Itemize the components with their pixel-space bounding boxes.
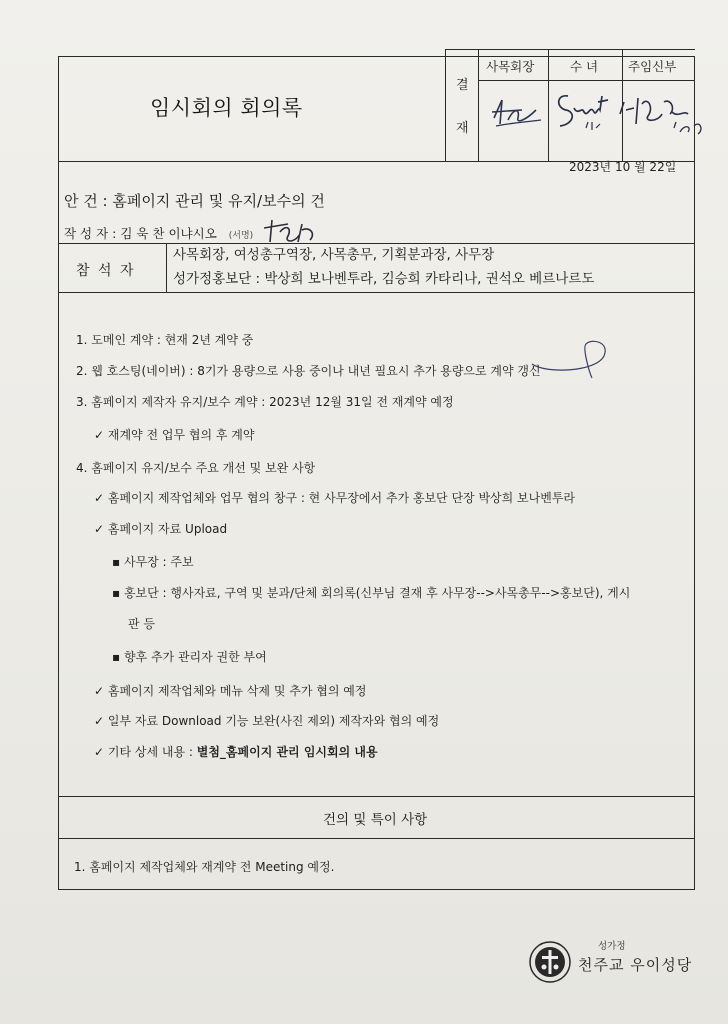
attendees-line-2: 성가정홍보단 : 박상희 보나벤투라, 김승희 카타리나, 권석오 베르나르도 <box>173 271 595 287</box>
item-download-feature: ✓ 일부 자료 Download 기능 보완(사진 제외) 제작자와 협의 예정 <box>94 714 440 728</box>
writer-sign-note: (서명) <box>228 231 254 241</box>
item-recontract-note: ✓ 재계약 전 업무 협의 후 계약 <box>94 428 255 442</box>
item-menu-changes: ✓ 홈페이지 제작업체와 메뉴 삭제 및 추가 협의 예정 <box>94 684 367 698</box>
signature-sister <box>550 84 622 140</box>
item-contact-window: ✓ 홈페이지 제작업체와 업무 협의 창구 : 현 사무장에서 추가 홍보단 단장 박상희 보나벤투라 <box>94 491 576 505</box>
attendees-label: 참 석 자 <box>76 263 136 279</box>
approval-header-pastoral-chair: 사목회장 <box>486 59 535 74</box>
item-domain-contract: 1. 도메인 계약 : 현재 2년 계약 중 <box>76 333 254 347</box>
item-details-attachment: 별첨_홈페이지 관리 임시회의 내용 <box>196 745 378 759</box>
writer-line <box>64 224 253 242</box>
meeting-date: 2023년 10 월 22일 <box>569 160 677 174</box>
agenda-line: 안 건 : 홈페이지 관리 및 유지/보수의 건 <box>64 192 325 210</box>
remarks-note: 1. 홈페이지 제작업체와 재계약 전 Meeting 예정. <box>74 860 335 874</box>
item-admin-rights: ▪ 향후 추가 관리자 권한 부여 <box>112 650 267 664</box>
item-details <box>94 743 378 760</box>
approval-label-top: 결 <box>456 78 469 93</box>
circle-annotation <box>526 334 612 382</box>
document-title: 임시회의 회의록 <box>150 96 303 120</box>
footer-parish-name: 천주교 우이성당 <box>578 956 693 974</box>
attendees-line-1: 사목회장, 여성총구역장, 사목총무, 기획분과장, 사무장 <box>173 247 495 263</box>
item-details-prefix: ✓ 기타 상세 내용 : <box>94 745 197 759</box>
item-upload-pr-line1: ▪ 홍보단 : 행사자료, 구역 및 분과/단체 회의록(신부님 결재 후 사무장-->사목총무-->홍보단), 게시 <box>112 586 631 600</box>
approval-header-sister: 수 녀 <box>570 59 599 74</box>
item-upload-pr-line2: 판 등 <box>128 617 155 631</box>
approval-label-bottom: 재 <box>456 121 469 136</box>
item-web-hosting: 2. 웹 호스팅(네이버) : 8기가 용량으로 사용 중이나 내년 필요시 추가 용량으로 계약 갱신 <box>76 364 541 378</box>
item-maintenance-contract: 3. 홈페이지 제작자 유지/보수 계약 : 2023년 12월 31일 전 재계약 예정 <box>76 395 454 409</box>
remarks-title: 건의 및 특이 사항 <box>323 812 428 828</box>
parish-seal-icon <box>528 940 572 984</box>
footer-caption: 성가정 <box>598 941 626 952</box>
writer-name: 작 성 자 : 김 욱 찬 이냐시오 <box>64 226 217 241</box>
approval-header-pastor: 주임신부 <box>628 59 677 74</box>
signature-pastor <box>614 88 714 146</box>
signature-pastoral-chair <box>486 90 546 135</box>
item-improvements: 4. 홈페이지 유지/보수 주요 개선 및 보완 사항 <box>76 461 316 475</box>
item-upload-office: ▪ 사무장 : 주보 <box>112 555 194 569</box>
item-upload: ✓ 홈페이지 자료 Upload <box>94 522 228 536</box>
